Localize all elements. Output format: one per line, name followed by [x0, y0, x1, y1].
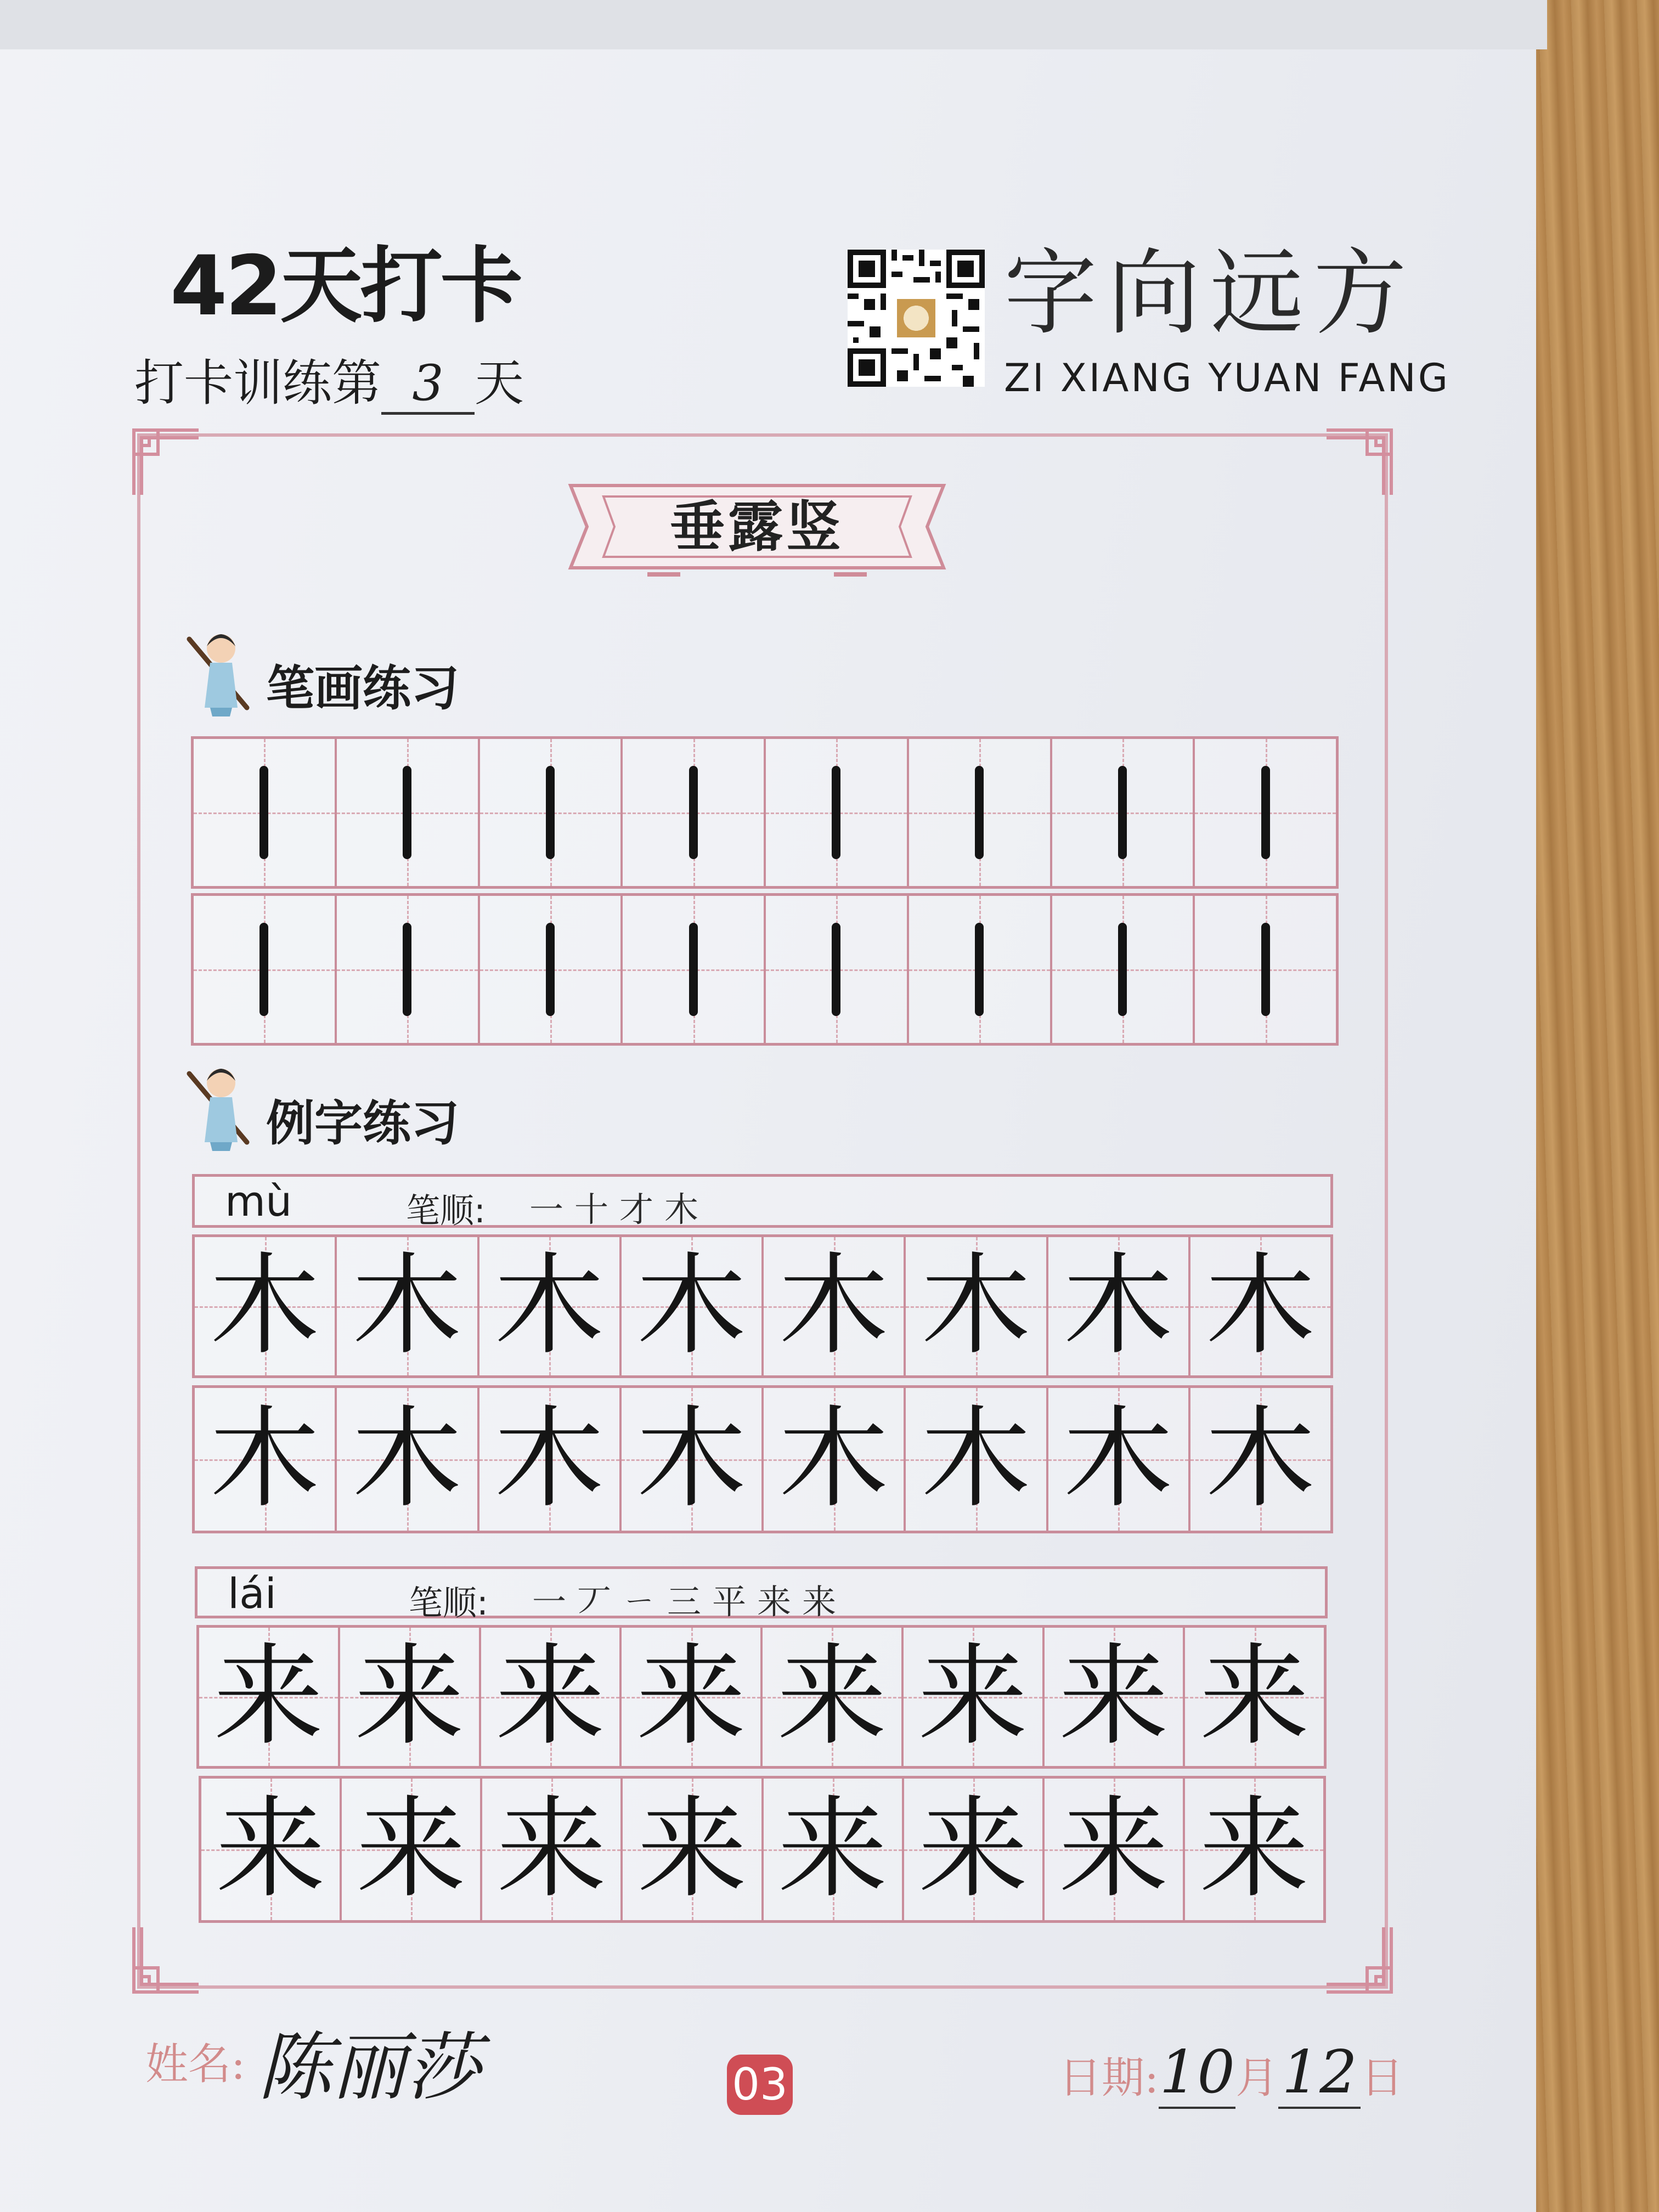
- practice-cell[interactable]: [766, 739, 909, 886]
- char-info-bar: [192, 1174, 1333, 1231]
- practice-cell[interactable]: 来: [199, 1628, 340, 1766]
- date-month[interactable]: 10: [1159, 2038, 1235, 2109]
- corner-ornament-icon: [131, 1924, 202, 1995]
- practice-cell[interactable]: 来: [1185, 1779, 1323, 1920]
- day-prefix: 打卡训练第: [134, 354, 381, 412]
- char-practice-heading: 例字练习: [266, 1095, 460, 1152]
- practice-cell[interactable]: [194, 739, 337, 886]
- stroke-practice-row: [191, 893, 1339, 1046]
- practice-cell[interactable]: 来: [1045, 1628, 1186, 1766]
- practice-cell[interactable]: [1195, 739, 1336, 886]
- practice-cell[interactable]: 来: [340, 1628, 481, 1766]
- practice-cell[interactable]: [623, 896, 766, 1043]
- stroke-name: 垂露竖: [670, 495, 844, 559]
- char-practice-row: [192, 1385, 1333, 1533]
- stroke-order-sequence: 一十才木: [529, 1189, 710, 1229]
- practice-cell[interactable]: [337, 739, 480, 886]
- practice-cell[interactable]: 木: [764, 1388, 906, 1531]
- practice-cell[interactable]: [623, 739, 766, 886]
- brand-logo-english: ZI XIANG YUAN FANG: [1004, 356, 1451, 400]
- practice-cell[interactable]: 木: [195, 1237, 337, 1375]
- training-day-line: [134, 343, 524, 415]
- practice-cell[interactable]: 木: [1048, 1237, 1190, 1375]
- practice-cell[interactable]: 来: [622, 1628, 763, 1766]
- practice-cell[interactable]: [194, 896, 337, 1043]
- practice-cell[interactable]: 来: [481, 1628, 622, 1766]
- practice-cell[interactable]: [766, 896, 909, 1043]
- practice-cell[interactable]: 木: [1190, 1237, 1330, 1375]
- stroke-order-sequence: 一丆ㄧ三平来来: [532, 1582, 848, 1622]
- practice-cell[interactable]: [480, 739, 623, 886]
- day-number: 3: [381, 354, 475, 415]
- day-unit: 日: [1361, 2053, 1404, 2103]
- practice-cell[interactable]: 木: [764, 1237, 906, 1375]
- practice-cell[interactable]: [1052, 739, 1195, 886]
- page-title: 42天打卡: [170, 239, 521, 334]
- practice-cell[interactable]: 来: [904, 1779, 1045, 1920]
- char-practice-row: [196, 1625, 1327, 1769]
- practice-cell[interactable]: [1052, 896, 1195, 1043]
- practice-cell[interactable]: [1195, 896, 1336, 1043]
- practice-cell[interactable]: 来: [904, 1628, 1045, 1766]
- qr-code-icon: [848, 250, 985, 387]
- practice-cell[interactable]: 木: [479, 1388, 622, 1531]
- practice-cell[interactable]: 来: [764, 1779, 904, 1920]
- page-top-edge: [0, 0, 1547, 49]
- practice-cell[interactable]: 来: [342, 1779, 482, 1920]
- student-name[interactable]: 陈丽莎: [258, 2024, 480, 2111]
- practice-cell[interactable]: 木: [1048, 1388, 1190, 1531]
- practice-cell[interactable]: 木: [337, 1388, 479, 1531]
- practice-cell[interactable]: 来: [1045, 1779, 1185, 1920]
- date-label: 日期:: [1059, 2053, 1159, 2103]
- scholar-mascot-icon: [184, 625, 266, 719]
- page-number-badge: 03: [727, 2055, 793, 2115]
- stroke-order-label: 笔顺:: [406, 1190, 486, 1231]
- practice-cell[interactable]: 来: [763, 1628, 904, 1766]
- pinyin: mù: [225, 1177, 292, 1226]
- practice-cell[interactable]: 来: [623, 1779, 763, 1920]
- wooden-table: [1516, 0, 1659, 2212]
- practice-cell[interactable]: 来: [201, 1779, 342, 1920]
- stroke-order-label: 笔顺:: [409, 1583, 488, 1623]
- scholar-mascot-icon: [184, 1060, 266, 1153]
- practice-cell[interactable]: 木: [622, 1237, 764, 1375]
- name-label: 姓名:: [145, 2040, 246, 2089]
- pinyin: lái: [228, 1569, 276, 1618]
- practice-cell[interactable]: 来: [1185, 1628, 1324, 1766]
- practice-cell[interactable]: [909, 896, 1052, 1043]
- practice-cell[interactable]: [337, 896, 480, 1043]
- practice-cell[interactable]: 木: [906, 1237, 1048, 1375]
- stroke-practice-row: [191, 736, 1339, 889]
- char-info-bar: [195, 1566, 1328, 1623]
- practice-cell[interactable]: 木: [195, 1388, 337, 1531]
- corner-ornament-icon: [1323, 427, 1395, 498]
- date-day[interactable]: 12: [1278, 2038, 1361, 2109]
- practice-cell[interactable]: 来: [482, 1779, 623, 1920]
- practice-cell[interactable]: 木: [1190, 1388, 1330, 1531]
- practice-cell[interactable]: 木: [906, 1388, 1048, 1531]
- day-suffix: 天: [475, 354, 524, 412]
- practice-cell[interactable]: [909, 739, 1052, 886]
- stroke-practice-heading: 笔画练习: [266, 660, 460, 716]
- corner-ornament-icon: [131, 427, 202, 498]
- practice-cell[interactable]: 木: [622, 1388, 764, 1531]
- char-practice-row: [199, 1776, 1326, 1923]
- corner-ornament-icon: [1323, 1924, 1395, 1995]
- practice-cell[interactable]: 木: [337, 1237, 479, 1375]
- date-line: [1059, 2038, 1403, 2109]
- practice-cell[interactable]: 木: [479, 1237, 622, 1375]
- practice-cell[interactable]: [480, 896, 623, 1043]
- month-unit: 月: [1235, 2053, 1279, 2103]
- brand-logo-chinese: 字向远方: [1004, 239, 1417, 348]
- char-practice-row: [192, 1234, 1333, 1378]
